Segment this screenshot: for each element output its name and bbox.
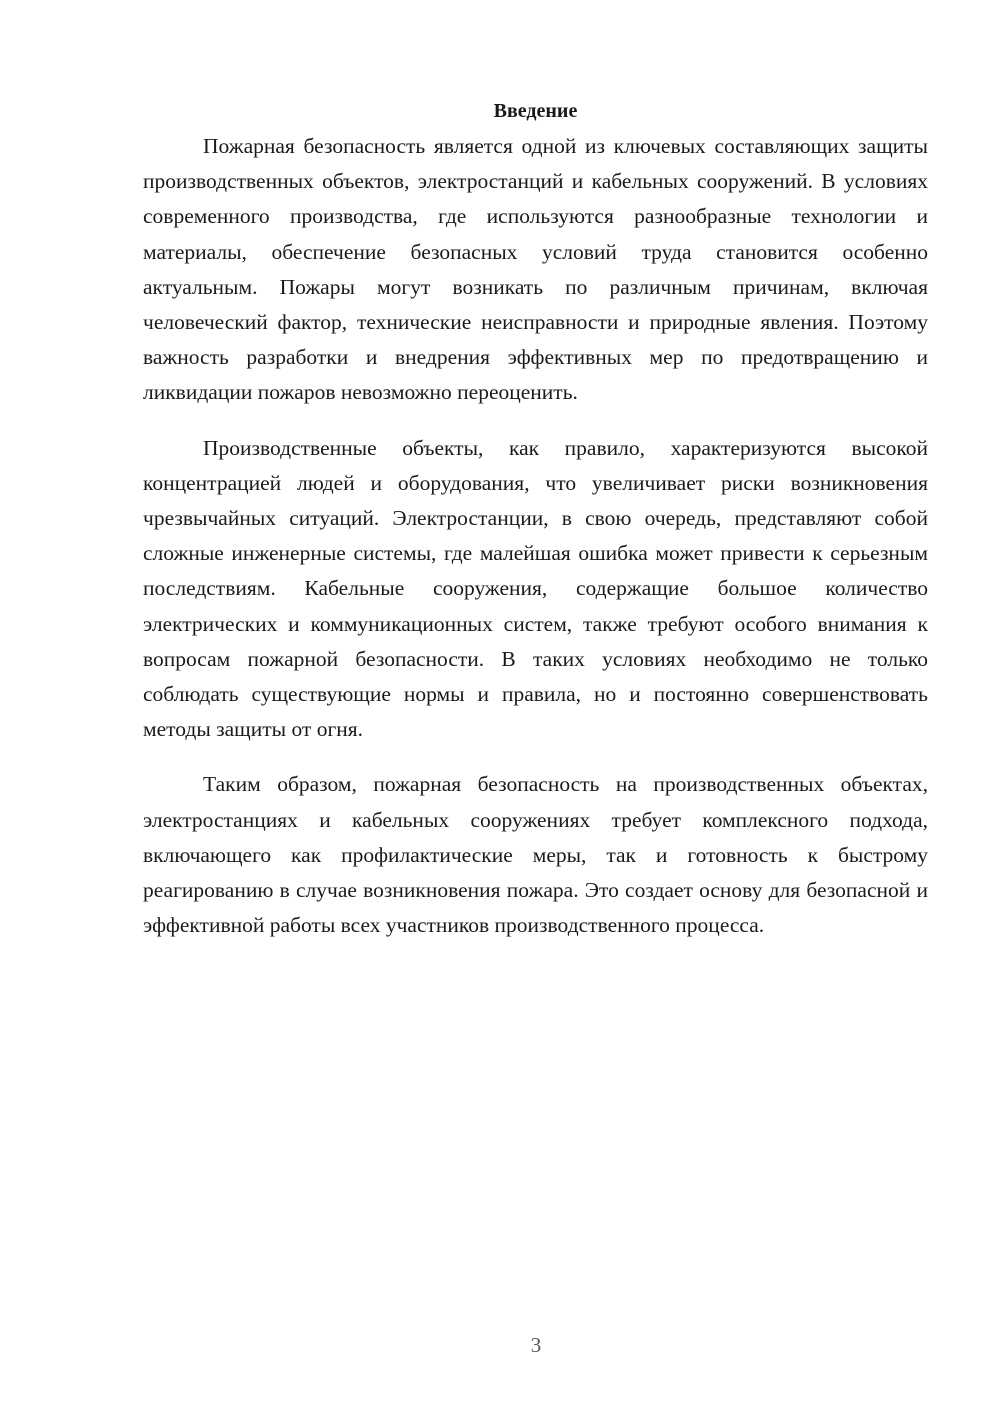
paragraph-2: Производственные объекты, как правило, характеризуются высокой концентрацией людей и оборудования, что увеличивает риски возникновения чрезвычайных ситуаций. Электростанции, в свою очередь, представляют собой сложные инженерные системы, где малейшая ошибка может привести к серьезным последствиям. Кабельные сооружения, содержащие большое количество электрических и коммуникационных систем, также требуют особого внимания к вопросам пожарной безопасности. В таких условиях необходимо не только соблюдать существующие нормы и правила, но и постоянно совершенствовать методы защиты от огня. (143, 435, 928, 742)
page-content (143, 95, 928, 963)
paragraph-3: Таким образом, пожарная безопасность на производственных объектах, электростанциях и кабельных сооружениях требует комплексного подхода, включающего как профилактические меры, так и готовность к быстрому реагированию в случае возникновения пожара. Это создает основу для безопасной и эффективной работы всех участников производственного процесса. (143, 772, 928, 938)
paragraph-1: Пожарная безопасность является одной из ключевых составляющих защиты производственных объектов, электростанций и кабельных сооружений. В условиях современного производства, где используются разнообразные технологии и материалы, обеспечение безопасных условий труда становится особенно актуальным. Пожары могут возникать по различным причинам, включая человеческий фактор, технические неисправности и природные явления. Поэтому важность разработки и внедрения эффективных мер по предотвращению и ликвидации пожаров невозможно переоценить. (143, 134, 928, 405)
page-number: 3 (530, 1333, 542, 1357)
section-heading: Введение (493, 100, 578, 122)
